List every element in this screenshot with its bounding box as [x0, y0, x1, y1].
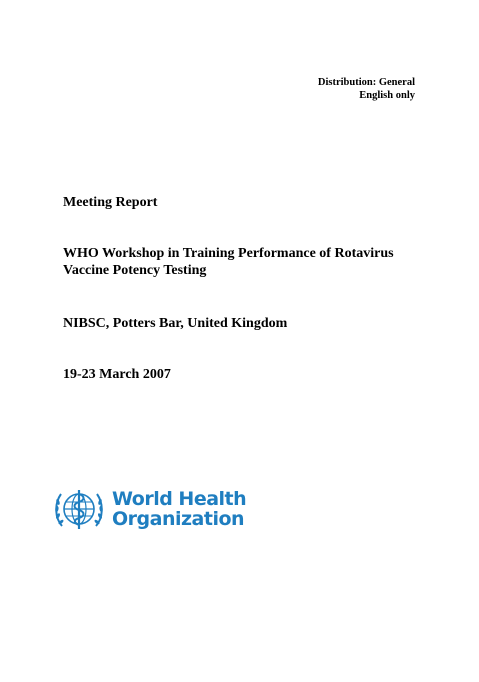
- language-line: English only: [359, 90, 415, 101]
- meeting-dates: 19-23 March 2007: [63, 367, 171, 382]
- report-type: Meeting Report: [63, 195, 158, 210]
- logo-wordmark: [112, 489, 246, 529]
- workshop-title: WHO Workshop in Training Performance of Rotavirus Vaccine Potency Testing: [63, 246, 394, 278]
- distribution-note: [318, 76, 415, 102]
- venue: NIBSC, Potters Bar, United Kingdom: [63, 316, 288, 331]
- who-emblem-icon: [52, 482, 106, 536]
- who-logo: [52, 482, 246, 536]
- logo-line-1: World Health: [112, 488, 247, 510]
- logo-line-2: Organization: [112, 508, 245, 530]
- distribution-line: Distribution: General: [317, 77, 415, 88]
